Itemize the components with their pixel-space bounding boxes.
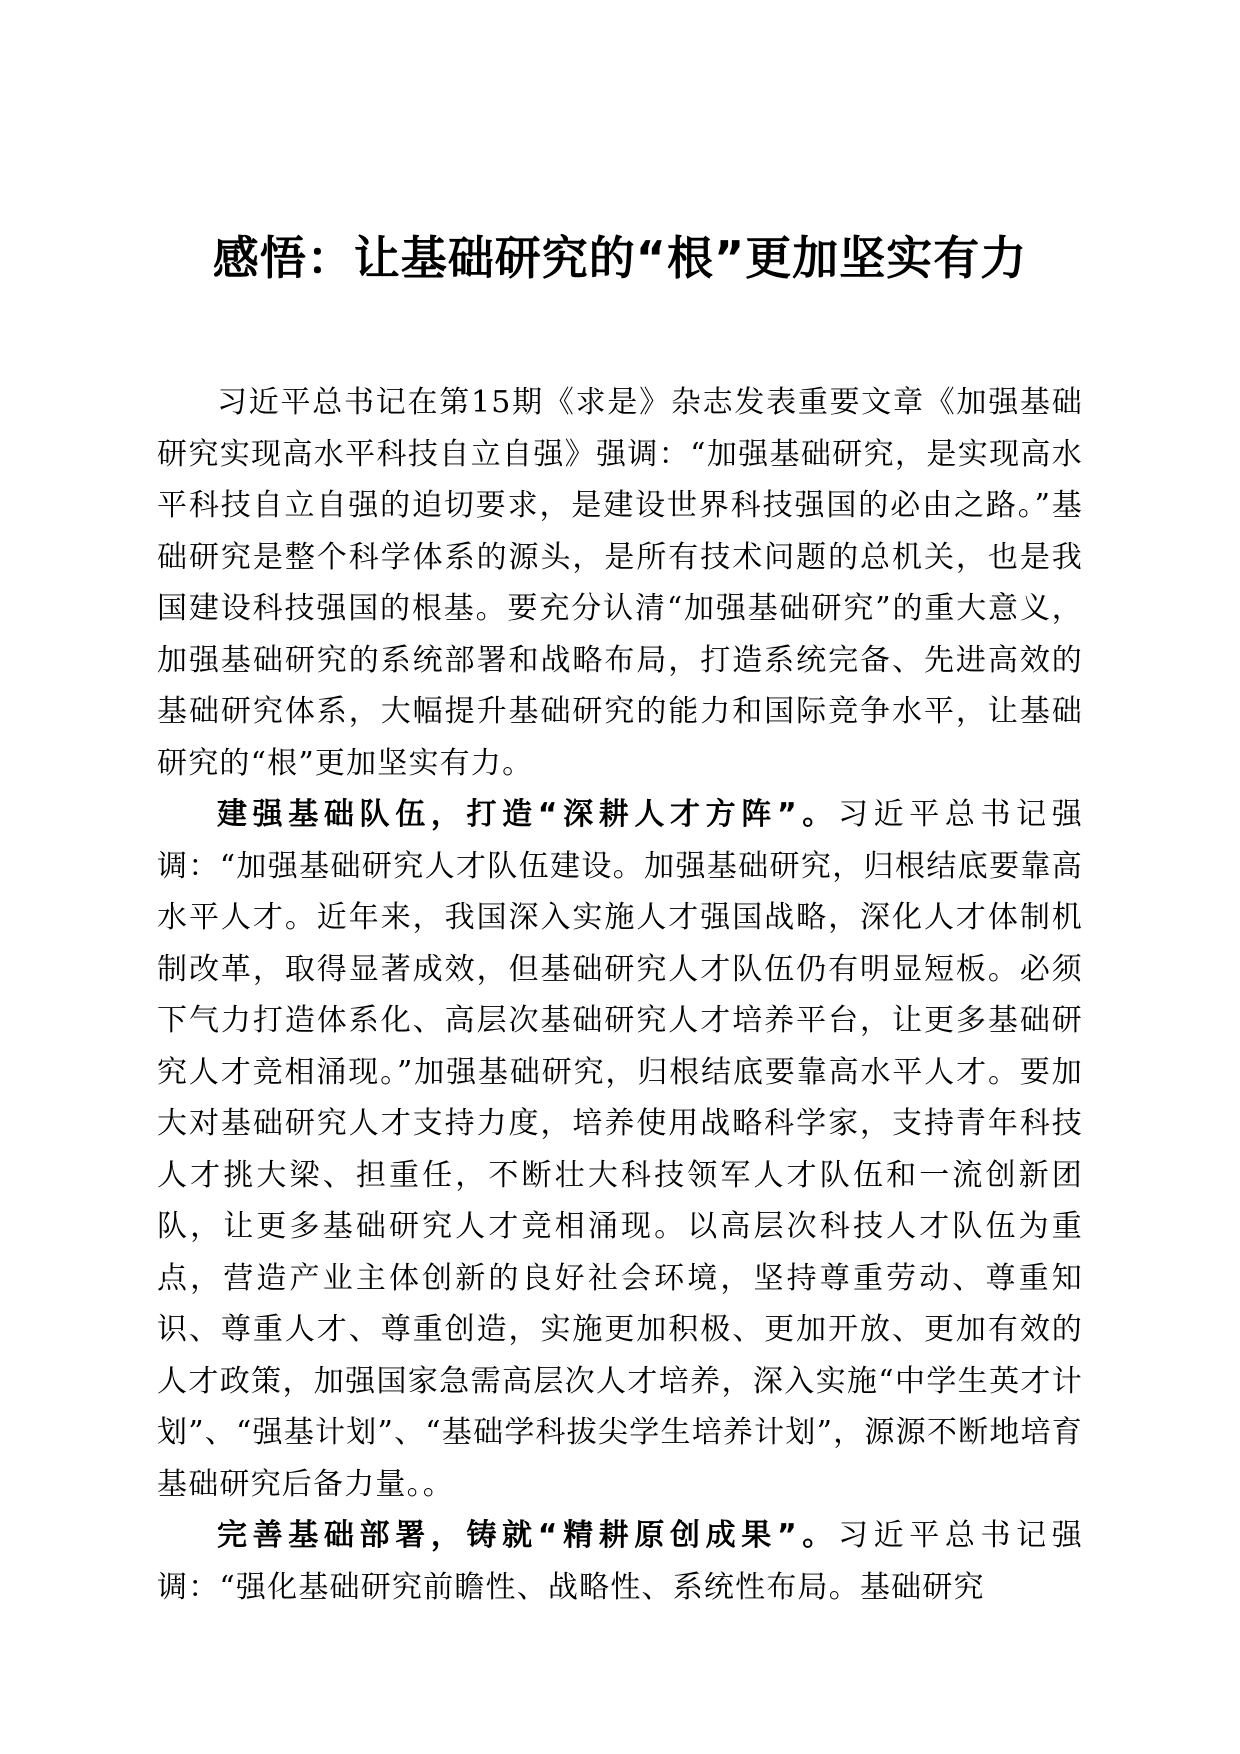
paragraph-text: 习近平总书记强调：“加强基础研究人才队伍建设。加强基础研究，归根结底要靠高水平人才。近年来，我国深入实施人才强国战略，深化人才体制机制改革，取得显著成效，但基础研究人才队伍仍有明显短板。必须下气力打造体系化、高层次基础研究人才培养平台，让更多基础研究人才竞相涌现。”加强基础研究，归根结底要靠高水平人才。要加大对基础研究人才支持力度，培养使用战略科学家，支持青年科技人才挑大梁、担重任，不断壮大科技领军人才队伍和一流创新团队，让更多基础研究人才竞相涌现。以高层次科技人才队伍为重点，营造产业主体创新的良好社会环境，坚持尊重劳动、尊重知识、尊重人才、尊重创造，实施更加积极、更加开放、更加有效的人才政策，加强国家急需高层次人才培养，深入实施“中学生英才计划”、“强基计划”、“基础学科拔尖学生培养计划”，源源不断地培育基础研究后备力量。。 [157,797,1083,1502]
paragraph-text: 习近平总书记强调：“强化基础研究前瞻性、战略性、系统性布局。基础研究 [157,1518,1083,1605]
paragraph-lead-heading: 建强基础队伍，打造“深耕人才方阵”。 [217,797,838,832]
paragraph-basic-deployment [157,1510,1083,1613]
paragraph-talent-team [157,789,1083,1510]
document-body [157,377,1083,1613]
paragraph-intro [157,377,1083,789]
document-title: 感悟：让基础研究的“根”更加坚实有力 [212,231,1028,285]
paragraph-text: 习近平总书记在第15期《求是》杂志发表重要文章《加强基础研究实现高水平科技自立自强》强调：“加强基础研究，是实现高水平科技自立自强的迫切要求，是建设世界科技强国的必由之路。”基础研究是整个科学体系的源头，是所有技术问题的总机关，也是我国建设科技强国的根基。要充分认清“加强基础研究”的重大意义，加强基础研究的系统部署和战略布局，打造系统完备、先进高效的基础研究体系，大幅提升基础研究的能力和国际竞争水平，让基础研究的“根”更加坚实有力。 [157,385,1083,781]
paragraph-lead-heading: 完善基础部署，铸就“精耕原创成果”。 [217,1518,838,1553]
